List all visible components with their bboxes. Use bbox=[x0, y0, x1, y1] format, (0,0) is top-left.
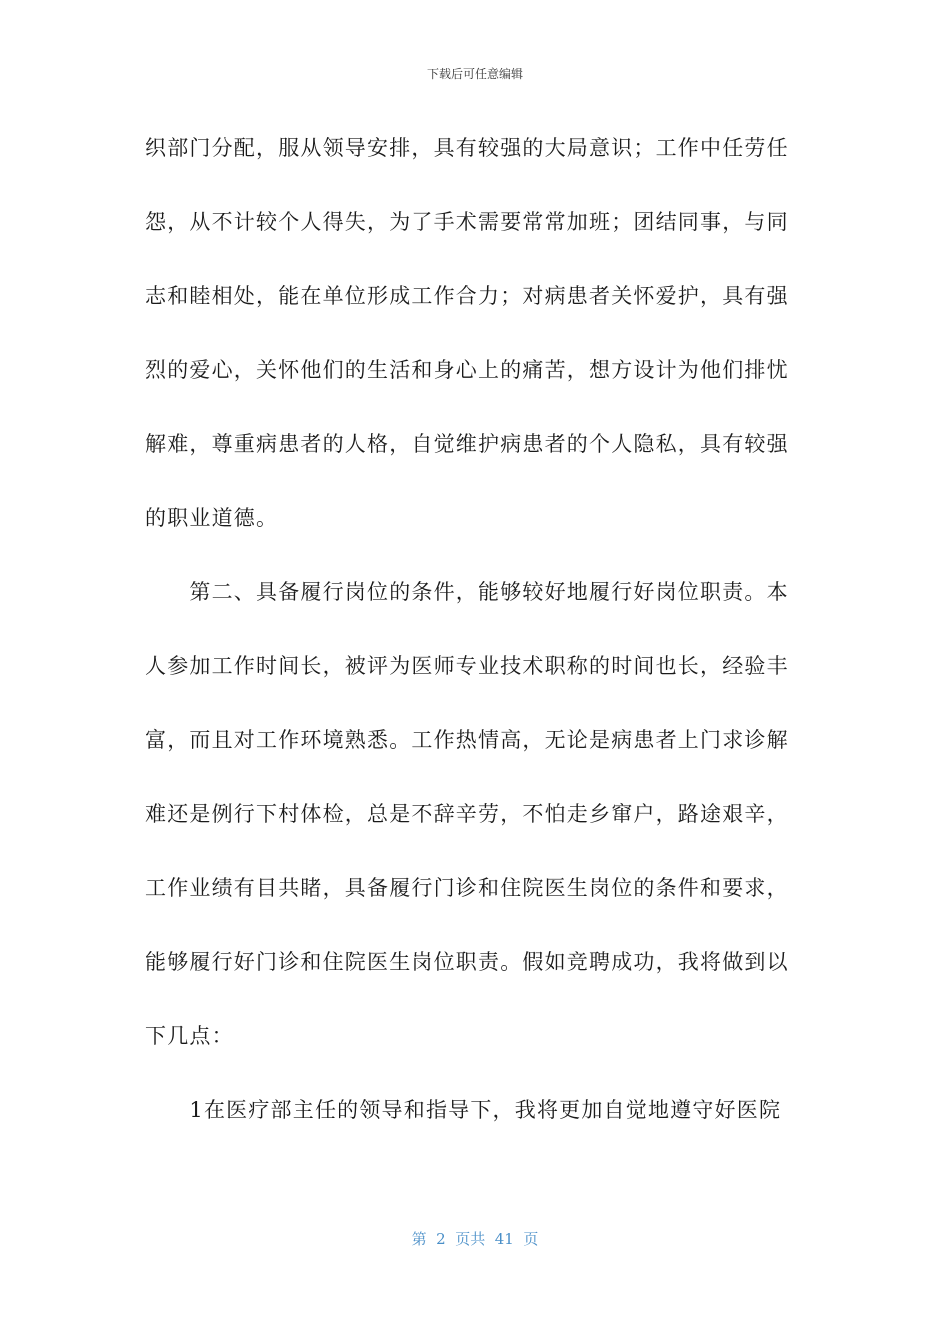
text-line: 富，而且对工作环境熟悉。工作热情高，无论是病患者上门求诊解 bbox=[145, 728, 789, 752]
text-line: 第二、具备履行岗位的条件，能够较好地履行好岗位职责。本 bbox=[145, 580, 789, 604]
document-body bbox=[145, 120, 795, 1156]
text-line: 织部门分配，服从领导安排，具有较强的大局意识；工作中任劳任 bbox=[145, 136, 789, 160]
text-line: 难还是例行下村体检，总是不辞辛劳，不怕走乡窜户，路途艰辛， bbox=[145, 802, 789, 826]
text-line: 解难，尊重病患者的人格，自觉维护病患者的个人隐私，具有较强 bbox=[145, 432, 789, 456]
text-line: 下几点： bbox=[145, 1024, 234, 1048]
page-number-footer: 第 2 页共 41 页 bbox=[411, 1230, 539, 1248]
text-line: 怨，从不计较个人得失，为了手术需要常常加班；团结同事，与同 bbox=[145, 210, 789, 234]
text-line: 的职业道德。 bbox=[145, 506, 279, 530]
page-header: 下载后可任意编辑 bbox=[426, 67, 523, 81]
text-line: 烈的爱心，关怀他们的生活和身心上的痛苦，想方设计为他们排忧 bbox=[145, 358, 789, 382]
text-line: 能够履行好门诊和住院医生岗位职责。假如竞聘成功，我将做到以 bbox=[145, 950, 789, 974]
text-line: 工作业绩有目共睹，具备履行门诊和住院医生岗位的条件和要求， bbox=[145, 876, 789, 900]
text-line: 人参加工作时间长，被评为医师专业技术职称的时间也长，经验丰 bbox=[145, 654, 789, 678]
text-line: 志和睦相处，能在单位形成工作合力；对病患者关怀爱护，具有强 bbox=[145, 284, 789, 308]
text-line: 1在医疗部主任的领导和指导下，我将更加自觉地遵守好医院 bbox=[145, 1098, 782, 1122]
